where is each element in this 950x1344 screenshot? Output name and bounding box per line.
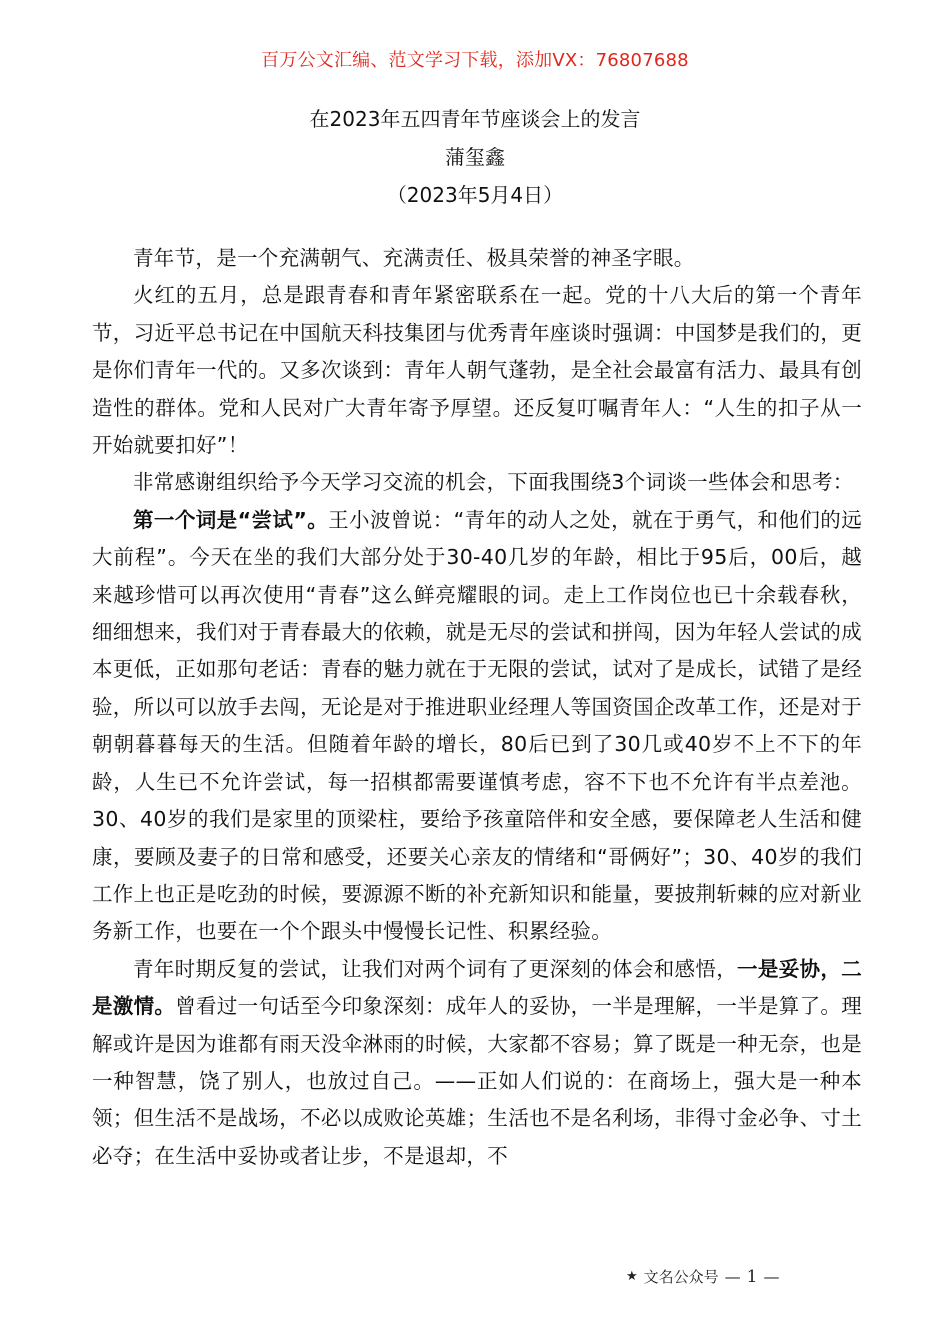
- paragraph-text: 曾看过一句话至今印象深刻：成年人的妥协，一半是理解，一半是算了。理解或许是因为谁都有雨天没伞淋雨的时候，大家都不容易；算了既是一种无奈，也是一种智慧，饶了别人，也放过自己。——正如人们说的：在商场上，强大是一种本领；但生活不是战场，不必以成败论英雄；生活也不是名利场，非得寸金必争、寸土必夺；在生活中妥协或者让步，不是退却，不: [92, 994, 862, 1168]
- paragraph: 非常感谢组织给予今天学习交流的机会，下面我围绕3个词谈一些体会和思考：: [133, 470, 854, 495]
- footer-label: 文名公众号: [643, 1268, 719, 1286]
- paragraph-text: 王小波曾说：“青年的动人之处，就在于勇气，和他们的远大前程”。今天在坐的我们大部分处于30-40几岁的年龄，相比于95后，00后，越来越珍惜可以再次使用“青春”这么鲜亮耀眼的词。走上工作岗位也已十余载春秋，细细想来，我们对于青春最大的依赖，就是无尽的尝试和拼闯，因为年轻人尝试的成本更低，正如那句老话：青春的魅力就在于无限的尝试，试对了是成长，试错了是经验，所以可以放手去闯，无论是对于推进职业经理人等国资国企改革工作，还是对于朝朝暮暮每天的生活。但随着年龄的增长，80后已到了30几或40岁不上不下的年龄，人生已不允许尝试，每一招棋都需要谨慎考虑，容不下也不允许有半点差池。30、40岁的我们是家里的顶梁柱，要给予孩童陪伴和安全感，要保障老人生活和健康，要顾及妻子的日常和感受，还要关心亲友的情绪和“哥俩好”；30、40岁的我们工作上也正是吃劲的时候，要源源不断的补充新知识和能量，要披荆斩棘的应对新业务新工作，也要在一个个跟头中慢慢长记性、积累经验。: [92, 507, 862, 944]
- footer-dash-left: —: [724, 1267, 741, 1286]
- section-heading-bold: 第一个词是“尝试”。: [133, 507, 329, 532]
- document-title: 在2023年五四青年节座谈会上的发言: [309, 107, 641, 131]
- author-name: 蒲玺鑫: [445, 145, 505, 169]
- document-body: [92, 240, 862, 1175]
- paragraph: 火红的五月，总是跟青春和青年紧密联系在一起。党的十八大后的第一个青年节，习近平总书记在中国航天科技集团与优秀青年座谈时强调：中国梦是我们的，更是你们青年一代的。又多次谈到：青年人朝气蓬勃，是全社会最富有活力、最具有创造性的群体。党和人民对广大青年寄予厚望。还反复叮嘱青年人：“人生的扣子从一开始就要扣好”！: [92, 283, 862, 458]
- header-note: 百万公文汇编、范文学习下载，添加VX：76807688: [261, 50, 689, 71]
- speech-date: （2023年5月4日）: [386, 183, 564, 207]
- footer-dash-right: —: [763, 1267, 780, 1286]
- emphasis-bold: 一是妥协，二是激情。: [92, 956, 862, 1019]
- page-footer: [626, 1266, 780, 1287]
- paragraph: 青年节，是一个充满朝气、充满责任、极具荣誉的神圣字眼。: [133, 246, 695, 270]
- paragraph-text: 青年时期反复的尝试，让我们对两个词有了更深刻的体会和感悟，: [133, 956, 738, 981]
- paragraph: [92, 502, 862, 951]
- page-number: 1: [746, 1266, 758, 1287]
- star-icon: ★: [626, 1269, 638, 1284]
- paragraph: [92, 951, 862, 1175]
- title-block: [0, 100, 950, 214]
